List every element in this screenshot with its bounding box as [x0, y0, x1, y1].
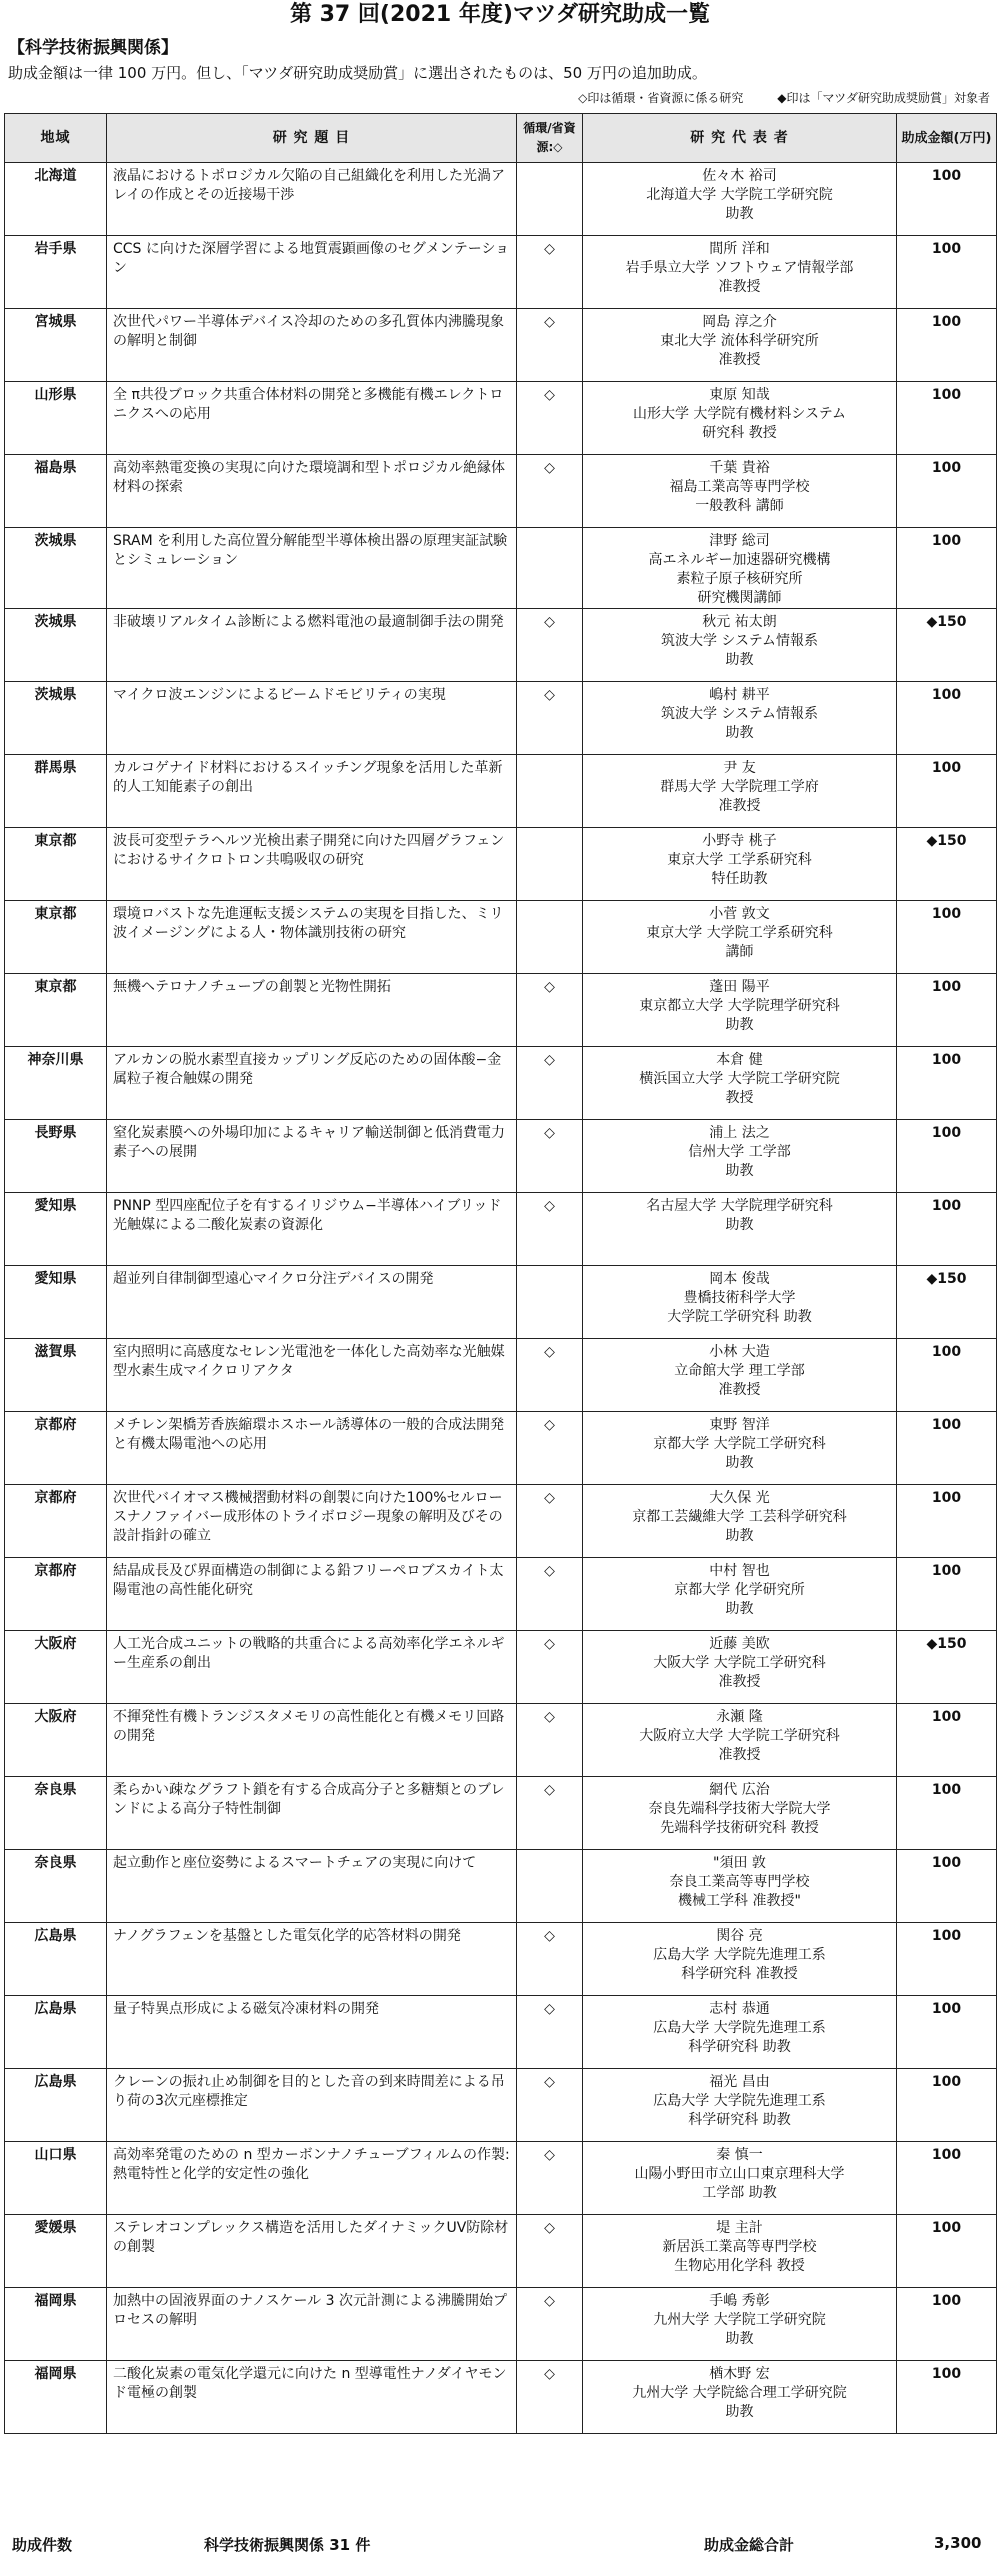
- row-topic: マイクロ波エンジンによるビームドモビリティの実現: [107, 682, 517, 755]
- representative-line: 助教: [725, 1601, 754, 1617]
- row-topic: 次世代バイオマス機械摺動材料の創製に向けた100%セルロースナノファイバー成形体のトライボロジー現象の解明及びその設計指針の確立: [107, 1485, 517, 1558]
- row-resource-mark: ◇: [517, 1412, 583, 1485]
- row-resource-mark: ◇: [517, 2069, 583, 2142]
- representative-line: 科学研究科 助教: [688, 2039, 791, 2055]
- row-resource-mark: [517, 1850, 583, 1923]
- row-representative: [583, 1850, 897, 1923]
- row-topic: 結晶成長及び界面構造の制御による鉛フリーペロブスカイト太陽電池の高性能化研究: [107, 1558, 517, 1631]
- representative-line: 筑波大学 システム情報系: [660, 633, 819, 649]
- representative-line: 広島大学 大学院先進理工系: [653, 1947, 826, 1963]
- row-amount: 100: [897, 2215, 997, 2288]
- representative-line: 九州大学 大学院工学研究院: [653, 2312, 826, 2328]
- representative-line: 北海道大学 大学院工学研究院: [646, 187, 833, 203]
- table-row: [5, 1485, 997, 1558]
- row-resource-mark: [517, 528, 583, 609]
- row-resource-mark: ◇: [517, 2142, 583, 2215]
- representative-line: 准教授: [718, 279, 761, 295]
- representative-line: 津野 総司: [709, 533, 770, 549]
- representative-line: 関谷 亮: [716, 1928, 763, 1944]
- representative-line: 教授: [725, 1090, 754, 1106]
- row-region: 広島県: [5, 1996, 107, 2069]
- footer-total-label: 助成金総合計: [704, 2536, 795, 2554]
- representative-line: 岩手県立大学 ソフトウェア情報学部: [625, 260, 854, 276]
- row-amount: 100: [897, 1923, 997, 1996]
- row-representative: [583, 682, 897, 755]
- representative-line: 大阪大学 大学院工学研究科: [653, 1655, 826, 1671]
- row-representative: [583, 528, 897, 609]
- table-row: [5, 1120, 997, 1193]
- row-region: 岩手県: [5, 236, 107, 309]
- representative-line: 一般教科 講師: [695, 498, 784, 514]
- footer-count-label: 助成件数: [12, 2536, 73, 2554]
- row-region: 広島県: [5, 2069, 107, 2142]
- representative-line: 東野 智洋: [709, 1417, 770, 1433]
- row-resource-mark: ◇: [517, 1923, 583, 1996]
- grant-table: [4, 113, 997, 2434]
- row-amount: 100: [897, 682, 997, 755]
- row-amount: 100: [897, 1850, 997, 1923]
- representative-line: 東原 知哉: [709, 387, 770, 403]
- representative-line: 生物応用化学科 教授: [674, 2258, 805, 2274]
- representative-line: 蓬田 陽平: [709, 979, 770, 995]
- row-amount: 100: [897, 901, 997, 974]
- row-region: 大阪府: [5, 1631, 107, 1704]
- row-amount: 100: [897, 163, 997, 236]
- representative-line: 准教授: [718, 352, 761, 368]
- row-resource-mark: ◇: [517, 974, 583, 1047]
- row-resource-mark: ◇: [517, 609, 583, 682]
- header-amount: 助成金額(万円): [897, 114, 997, 163]
- table-row: [5, 1704, 997, 1777]
- representative-line: 研究科 教授: [702, 425, 777, 441]
- row-resource-mark: ◇: [517, 236, 583, 309]
- legend-resources: ◇印は循環・省資源に係る研究: [578, 91, 744, 105]
- row-amount: 100: [897, 236, 997, 309]
- row-amount: 100: [897, 1704, 997, 1777]
- row-representative: [583, 755, 897, 828]
- table-row: [5, 163, 997, 236]
- table-header-row: [5, 114, 997, 163]
- footer-summary: [4, 2530, 996, 2556]
- row-topic: ステレオコンプレックス構造を活用したダイナミックUV防除材の創製: [107, 2215, 517, 2288]
- representative-line: 立命館大学 理工学部: [674, 1363, 805, 1379]
- row-region: 東京都: [5, 974, 107, 1047]
- representative-line: 浦上 法之: [709, 1125, 770, 1141]
- representative-line: 新居浜工業高等専門学校: [662, 2239, 817, 2255]
- representative-line: 永瀬 隆: [716, 1709, 763, 1725]
- row-topic: カルコゲナイド材料におけるスイッチング現象を活用した革新的人工知能素子の創出: [107, 755, 517, 828]
- representative-line: 横浜国立大学 大学院工学研究院: [639, 1071, 840, 1087]
- row-topic: 量子特異点形成による磁気冷凍材料の開発: [107, 1996, 517, 2069]
- representative-line: 特任助教: [711, 871, 768, 887]
- table-row: [5, 974, 997, 1047]
- representative-line: 本倉 健: [716, 1052, 763, 1068]
- table-row: [5, 236, 997, 309]
- representative-line: 手嶋 秀彰: [709, 2293, 770, 2309]
- row-region: 東京都: [5, 901, 107, 974]
- row-resource-mark: ◇: [517, 2288, 583, 2361]
- row-representative: [583, 828, 897, 901]
- row-amount: 100: [897, 1996, 997, 2069]
- table-row: [5, 1996, 997, 2069]
- row-topic: 窒化炭素膜への外場印加によるキャリア輸送制御と低消費電力素子への展開: [107, 1120, 517, 1193]
- row-representative: [583, 609, 897, 682]
- representative-line: 機械工学科 准教授": [678, 1893, 801, 1909]
- row-representative: [583, 901, 897, 974]
- row-amount: 100: [897, 528, 997, 609]
- row-amount: 100: [897, 974, 997, 1047]
- row-region: 群馬県: [5, 755, 107, 828]
- row-topic: 加熱中の固液界面のナノスケール 3 次元計測による沸騰開始プロセスの解明: [107, 2288, 517, 2361]
- row-resource-mark: [517, 828, 583, 901]
- representative-line: 山形大学 大学院有機材料システム: [632, 406, 847, 422]
- row-amount: 100: [897, 1193, 997, 1266]
- representative-line: 助教: [725, 652, 754, 668]
- row-amount: 100: [897, 2288, 997, 2361]
- row-representative: [583, 2069, 897, 2142]
- representative-line: 助教: [725, 1217, 754, 1233]
- row-amount: 100: [897, 2069, 997, 2142]
- row-representative: [583, 974, 897, 1047]
- representative-line: 助教: [725, 725, 754, 741]
- table-row: [5, 901, 997, 974]
- representative-line: 小野寺 桃子: [702, 833, 777, 849]
- table-row: [5, 2215, 997, 2288]
- row-region: 奈良県: [5, 1850, 107, 1923]
- row-representative: [583, 1777, 897, 1850]
- row-amount: 100: [897, 1777, 997, 1850]
- representative-line: 楢木野 宏: [709, 2366, 770, 2382]
- representative-line: 間所 洋和: [709, 241, 770, 257]
- table-row: [5, 2142, 997, 2215]
- row-representative: [583, 1412, 897, 1485]
- representative-line: 准教授: [718, 798, 761, 814]
- row-region: 大阪府: [5, 1704, 107, 1777]
- representative-line: 助教: [725, 1017, 754, 1033]
- representative-line: 嶋村 耕平: [709, 687, 770, 703]
- row-amount: 100: [897, 755, 997, 828]
- representative-line: 豊橋技術科学大学: [683, 1290, 796, 1306]
- representative-line: 助教: [725, 2331, 754, 2347]
- row-representative: [583, 309, 897, 382]
- representative-line: 千葉 貴裕: [709, 460, 770, 476]
- representative-line: 福島工業高等専門学校: [669, 479, 810, 495]
- representative-line: 准教授: [718, 1747, 761, 1763]
- row-resource-mark: ◇: [517, 2215, 583, 2288]
- row-topic: 起立動作と座位姿勢によるスマートチェアの実現に向けて: [107, 1850, 517, 1923]
- representative-line: 近藤 美欧: [709, 1636, 770, 1652]
- representative-line: 科学研究科 准教授: [681, 1966, 798, 1982]
- row-topic: 柔らかい疎なグラフト鎖を有する合成高分子と多糖類とのブレンドによる高分子特性制御: [107, 1777, 517, 1850]
- representative-line: 大久保 光: [709, 1490, 770, 1506]
- row-resource-mark: ◇: [517, 1631, 583, 1704]
- header-topic: 研 究 題 目: [107, 114, 517, 163]
- representative-line: 岡本 俊哉: [709, 1271, 770, 1287]
- row-resource-mark: ◇: [517, 1120, 583, 1193]
- row-region: 京都府: [5, 1558, 107, 1631]
- row-topic: 環境ロバストな先進運転支援システムの実現を目指した、ミリ波イメージングによる人・物体識別技術の研究: [107, 901, 517, 974]
- row-resource-mark: ◇: [517, 1558, 583, 1631]
- row-resource-mark: ◇: [517, 382, 583, 455]
- table-row: [5, 309, 997, 382]
- row-representative: [583, 1558, 897, 1631]
- table-row: [5, 382, 997, 455]
- representative-line: 先端科学技術研究科 教授: [660, 1820, 819, 1836]
- row-representative: [583, 1631, 897, 1704]
- row-topic: 全 π共役ブロック共重合体材料の開発と多機能有機エレクトロニクスへの応用: [107, 382, 517, 455]
- representative-line: 網代 広治: [709, 1782, 770, 1798]
- grant-rows: [5, 163, 997, 2434]
- row-representative: [583, 1996, 897, 2069]
- table-row: [5, 1047, 997, 1120]
- row-representative: [583, 236, 897, 309]
- header-region: 地域: [5, 114, 107, 163]
- row-amount: ◆150: [897, 1631, 997, 1704]
- row-region: 山口県: [5, 2142, 107, 2215]
- row-resource-mark: ◇: [517, 1339, 583, 1412]
- header-representative: 研 究 代 表 者: [583, 114, 897, 163]
- table-row: [5, 1412, 997, 1485]
- row-region: 長野県: [5, 1120, 107, 1193]
- representative-line: 工学部 助教: [702, 2185, 777, 2201]
- row-topic: 超並列自律制御型遠心マイクロ分注デバイスの開発: [107, 1266, 517, 1339]
- row-representative: [583, 1047, 897, 1120]
- representative-line: 中村 智也: [709, 1563, 770, 1579]
- table-row: [5, 2361, 997, 2434]
- row-region: 福岡県: [5, 2361, 107, 2434]
- row-region: 京都府: [5, 1485, 107, 1558]
- row-amount: ◆150: [897, 609, 997, 682]
- row-region: 京都府: [5, 1412, 107, 1485]
- table-row: [5, 609, 997, 682]
- representative-line: 助教: [725, 1455, 754, 1471]
- row-amount: 100: [897, 1120, 997, 1193]
- row-amount: ◆150: [897, 828, 997, 901]
- table-row: [5, 1266, 997, 1339]
- row-amount: 100: [897, 455, 997, 528]
- row-resource-mark: [517, 1266, 583, 1339]
- row-representative: [583, 455, 897, 528]
- row-resource-mark: ◇: [517, 1704, 583, 1777]
- representative-line: 信州大学 工学部: [688, 1144, 791, 1160]
- row-region: 北海道: [5, 163, 107, 236]
- row-topic: 高効率熱電変換の実現に向けた環境調和型トポロジカル絶縁体材料の探索: [107, 455, 517, 528]
- row-amount: 100: [897, 1485, 997, 1558]
- row-region: 茨城県: [5, 609, 107, 682]
- row-resource-mark: ◇: [517, 1047, 583, 1120]
- representative-line: 奈良工業高等専門学校: [669, 1874, 810, 1890]
- row-amount: 100: [897, 1047, 997, 1120]
- row-resource-mark: ◇: [517, 1193, 583, 1266]
- row-resource-mark: ◇: [517, 682, 583, 755]
- representative-line: 東京都立大学 大学院理学研究科: [639, 998, 840, 1014]
- row-topic: ナノグラフェンを基盤とした電気化学的応答材料の開発: [107, 1923, 517, 1996]
- row-region: 愛知県: [5, 1193, 107, 1266]
- table-row: [5, 755, 997, 828]
- row-resource-mark: [517, 755, 583, 828]
- representative-line: 福光 昌由: [709, 2074, 770, 2090]
- representative-line: 広島大学 大学院先進理工系: [653, 2020, 826, 2036]
- representative-line: 奈良先端科学技術大学院大学: [648, 1801, 831, 1817]
- row-region: 宮城県: [5, 309, 107, 382]
- row-resource-mark: [517, 163, 583, 236]
- row-amount: 100: [897, 309, 997, 382]
- grant-amount-note: 助成金額は一律 100 万円。但し、「マツダ研究助成奨励賞」に選出されたものは、50 万円の追加助成。: [8, 64, 707, 82]
- footer-total: 3,300: [934, 2534, 982, 2552]
- row-amount: 100: [897, 1412, 997, 1485]
- representative-line: 研究機関講師: [697, 590, 782, 606]
- table-row: [5, 1923, 997, 1996]
- row-amount: 100: [897, 382, 997, 455]
- representative-line: 助教: [725, 2404, 754, 2420]
- row-representative: [583, 1120, 897, 1193]
- row-region: 茨城県: [5, 528, 107, 609]
- representative-line: 准教授: [718, 1382, 761, 1398]
- row-representative: [583, 2361, 897, 2434]
- table-row: [5, 682, 997, 755]
- representative-line: 助教: [725, 206, 754, 222]
- row-amount: 100: [897, 1339, 997, 1412]
- row-topic: 非破壊リアルタイム診断による燃料電池の最適制御手法の開発: [107, 609, 517, 682]
- row-resource-mark: ◇: [517, 2361, 583, 2434]
- table-row: [5, 828, 997, 901]
- row-region: 神奈川県: [5, 1047, 107, 1120]
- table-row: [5, 2069, 997, 2142]
- row-region: 愛媛県: [5, 2215, 107, 2288]
- representative-line: 京都大学 大学院工学研究科: [653, 1436, 826, 1452]
- row-topic: SRAM を利用した高位置分解能型半導体検出器の原理実証試験とシミュレーション: [107, 528, 517, 609]
- representative-line: 大学院工学研究科 助教: [667, 1309, 812, 1325]
- table-row: [5, 2288, 997, 2361]
- representative-line: 小菅 敦文: [709, 906, 770, 922]
- row-topic: PNNP 型四座配位子を有するイリジウム−半導体ハイブリッド光触媒による二酸化炭素の資源化: [107, 1193, 517, 1266]
- footer-category-count: 科学技術振興関係 31 件: [204, 2536, 371, 2554]
- row-topic: 次世代パワー半導体デバイス冷却のための多孔質体内沸騰現象の解明と制御: [107, 309, 517, 382]
- table-row: [5, 1777, 997, 1850]
- row-resource-mark: ◇: [517, 1485, 583, 1558]
- row-representative: [583, 1339, 897, 1412]
- row-region: 茨城県: [5, 682, 107, 755]
- row-representative: [583, 2142, 897, 2215]
- row-representative: [583, 2288, 897, 2361]
- row-amount: 100: [897, 2142, 997, 2215]
- table-row: [5, 1558, 997, 1631]
- row-topic: CCS に向けた深層学習による地質震顕画像のセグメンテーション: [107, 236, 517, 309]
- row-region: 愛知県: [5, 1266, 107, 1339]
- representative-line: 筑波大学 システム情報系: [660, 706, 819, 722]
- row-representative: [583, 382, 897, 455]
- row-region: 山形県: [5, 382, 107, 455]
- representative-line: 科学研究科 助教: [688, 2112, 791, 2128]
- row-representative: [583, 1193, 897, 1266]
- row-region: 東京都: [5, 828, 107, 901]
- representative-line: 志村 恭通: [709, 2001, 770, 2017]
- row-resource-mark: ◇: [517, 309, 583, 382]
- row-region: 奈良県: [5, 1777, 107, 1850]
- representative-line: 小林 大造: [709, 1344, 770, 1360]
- row-resource-mark: ◇: [517, 455, 583, 528]
- table-row: [5, 528, 997, 609]
- representative-line: 大阪府立大学 大学院工学研究科: [639, 1728, 840, 1744]
- table-row: [5, 1631, 997, 1704]
- row-topic: 室内照明に高感度なセレン光電池を一体化した高効率な光触媒型水素生成マイクロリアクタ: [107, 1339, 517, 1412]
- table-row: [5, 1850, 997, 1923]
- row-resource-mark: ◇: [517, 1777, 583, 1850]
- row-representative: [583, 1485, 897, 1558]
- legend: [548, 89, 990, 106]
- representative-line: 東北大学 流体科学研究所: [660, 333, 819, 349]
- page-title: 第 37 回(2021 年度)マツダ研究助成一覧: [289, 2, 711, 27]
- row-region: 滋賀県: [5, 1339, 107, 1412]
- representative-line: 秋元 祐太朗: [702, 614, 777, 630]
- row-amount: ◆150: [897, 1266, 997, 1339]
- representative-line: 名古屋大学 大学院理学研究科: [646, 1198, 833, 1214]
- row-resource-mark: ◇: [517, 1996, 583, 2069]
- row-region: 福岡県: [5, 2288, 107, 2361]
- table-row: [5, 455, 997, 528]
- representative-line: 助教: [725, 1163, 754, 1179]
- row-region: 広島県: [5, 1923, 107, 1996]
- row-topic: アルカンの脱水素型直接カップリング反応のための固体酸−金属粒子複合触媒の開発: [107, 1047, 517, 1120]
- row-topic: 二酸化炭素の電気化学還元に向けた n 型導電性ナノダイヤモンド電極の創製: [107, 2361, 517, 2434]
- row-representative: [583, 1704, 897, 1777]
- representative-line: 東京大学 大学院工学系研究科: [646, 925, 833, 941]
- row-representative: [583, 2215, 897, 2288]
- representative-line: 尹 友: [723, 760, 756, 776]
- representative-line: 講師: [725, 944, 754, 960]
- row-topic: 無機ヘテロナノチューブの創製と光物性開拓: [107, 974, 517, 1047]
- row-representative: [583, 1266, 897, 1339]
- representative-line: 京都工芸繊維大学 工芸科学研究科: [632, 1509, 847, 1525]
- representative-line: 秦 慎一: [716, 2147, 763, 2163]
- representative-line: 堤 主計: [716, 2220, 763, 2236]
- representative-line: 岡島 淳之介: [702, 314, 777, 330]
- representative-line: 京都大学 化学研究所: [674, 1582, 805, 1598]
- table-row: [5, 1339, 997, 1412]
- row-topic: 波長可変型テラヘルツ光検出素子開発に向けた四層グラフェンにおけるサイクロトロン共鳴吸収の研究: [107, 828, 517, 901]
- legend-award: ◆印は「マツダ研究助成奨励賞」対象者: [777, 91, 990, 105]
- representative-line: 九州大学 大学院総合理工学研究院: [632, 2385, 847, 2401]
- table-row: [5, 1193, 997, 1266]
- row-topic: メチレン架橋芳香族縮環ホスホール誘導体の一般的合成法開発と有機太陽電池への応用: [107, 1412, 517, 1485]
- representative-line: 群馬大学 大学院理工学府: [660, 779, 819, 795]
- row-topic: 不揮発性有機トランジスタメモリの高性能化と有機メモリ回路の開発: [107, 1704, 517, 1777]
- row-topic: 液晶におけるトポロジカル欠陥の自己組織化を利用した光渦アレイの作成とその近接場干渉: [107, 163, 517, 236]
- representative-line: 佐々木 裕司: [702, 168, 777, 184]
- row-representative: [583, 163, 897, 236]
- row-representative: [583, 1923, 897, 1996]
- row-topic: 高効率発電のための n 型カーボンナノチューブフィルムの作製:熱電特性と化学的安定性の強化: [107, 2142, 517, 2215]
- representative-line: "須田 敦: [713, 1855, 766, 1871]
- representative-line: 東京大学 工学系研究科: [667, 852, 812, 868]
- row-amount: 100: [897, 1558, 997, 1631]
- representative-line: 広島大学 大学院先進理工系: [653, 2093, 826, 2109]
- representative-line: 高エネルギー加速器研究機構: [648, 552, 831, 568]
- representative-line: 素粒子原子核研究所: [676, 571, 803, 587]
- row-region: 福島県: [5, 455, 107, 528]
- header-mark: 循環/省資源:◇: [517, 114, 583, 163]
- row-topic: 人工光合成ユニットの戦略的共重合による高効率化学エネルギー生産系の創出: [107, 1631, 517, 1704]
- row-topic: クレーンの振れ止め制御を目的とした音の到来時間差による吊り荷の3次元座標推定: [107, 2069, 517, 2142]
- row-amount: 100: [897, 2361, 997, 2434]
- representative-line: 准教授: [718, 1674, 761, 1690]
- representative-line: 助教: [725, 1528, 754, 1544]
- representative-line: 山陽小野田市立山口東京理科大学: [634, 2166, 845, 2182]
- section-title: 【科学技術振興関係】: [8, 38, 178, 58]
- row-resource-mark: [517, 901, 583, 974]
